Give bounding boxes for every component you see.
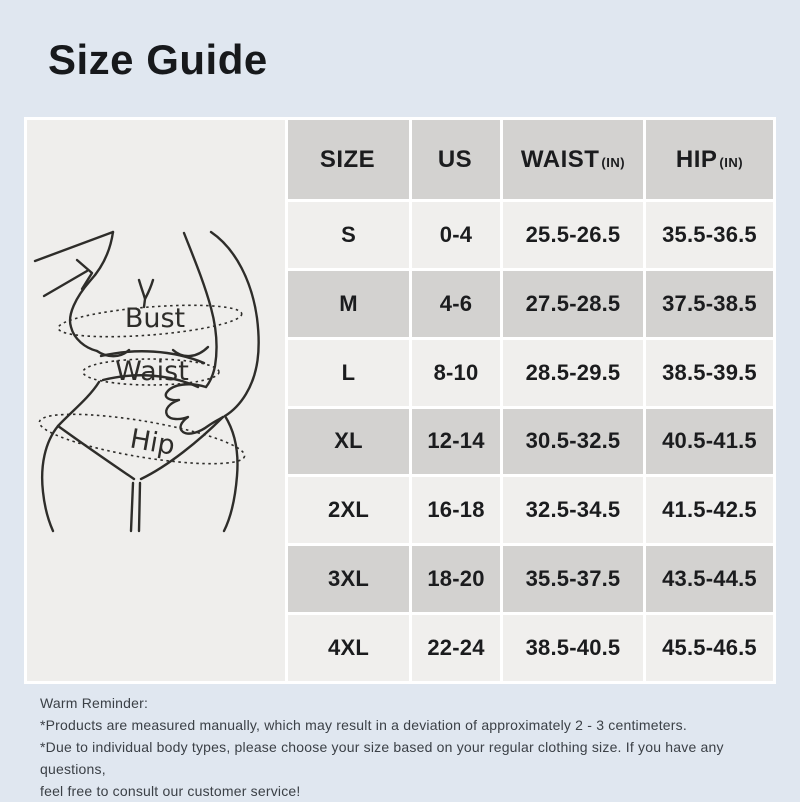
reminder-line: feel free to consult our customer service! (40, 783, 301, 799)
page-title: Size Guide (48, 36, 268, 83)
us-cell: 4-6 (412, 271, 500, 337)
us-cell: 18-20 (412, 546, 500, 612)
right-leg-outline (224, 416, 238, 531)
hip-label: Hip (127, 423, 178, 462)
waist-cell: 35.5-37.5 (503, 546, 643, 612)
right-inner-arm (184, 233, 217, 387)
size-cell: S (288, 202, 409, 268)
reminder-line: *Due to individual body types, please choose your size based on your regular clothing size. If you have any questions, (40, 739, 724, 777)
us-cell: 8-10 (412, 340, 500, 406)
hip-cell: 38.5-39.5 (646, 340, 773, 406)
size-cell: 4XL (288, 615, 409, 681)
size-cell: XL (288, 409, 409, 475)
left-hip-leg-outline (42, 382, 99, 531)
body-figure-drawing (27, 120, 285, 681)
reminder-title: Warm Reminder: (40, 695, 149, 711)
waist-cell: 25.5-26.5 (503, 202, 643, 268)
waist-cell: 27.5-28.5 (503, 271, 643, 337)
left-torso-outline (70, 232, 113, 351)
inner-thigh-line-left (131, 483, 133, 531)
size-cell: L (288, 340, 409, 406)
left-arm-line (35, 232, 113, 261)
column-header-us: US (412, 120, 500, 199)
panty-line-left (58, 426, 134, 479)
waist-label: Waist (115, 356, 189, 387)
column-header-hip: HIP (IN) (646, 120, 773, 199)
inner-thigh-line-right (139, 483, 140, 531)
reminder-line: *Products are measured manually, which may result in a deviation of approximately 2 - 3 centimeters. (40, 717, 687, 733)
hip-cell: 41.5-42.5 (646, 477, 773, 543)
us-cell: 16-18 (412, 477, 500, 543)
size-cell: 2XL (288, 477, 409, 543)
column-header-size: SIZE (288, 120, 409, 199)
hip-cell: 35.5-36.5 (646, 202, 773, 268)
warm-reminder (40, 692, 770, 802)
right-outer-arm (211, 232, 259, 416)
bust-label: Bust (124, 303, 186, 334)
hip-cell: 40.5-41.5 (646, 409, 773, 475)
us-cell: 12-14 (412, 409, 500, 475)
body-measurement-illustration (27, 120, 285, 681)
hip-cell: 37.5-38.5 (646, 271, 773, 337)
size-cell: 3XL (288, 546, 409, 612)
waist-cell: 30.5-32.5 (503, 409, 643, 475)
us-cell: 0-4 (412, 202, 500, 268)
hip-cell: 45.5-46.5 (646, 615, 773, 681)
waist-cell: 28.5-29.5 (503, 340, 643, 406)
hip-cell: 43.5-44.5 (646, 546, 773, 612)
column-header-waist: WAIST (IN) (503, 120, 643, 199)
size-guide-panel (24, 117, 776, 684)
size-cell: M (288, 271, 409, 337)
waist-cell: 38.5-40.5 (503, 615, 643, 681)
us-cell: 22-24 (412, 615, 500, 681)
waist-cell: 32.5-34.5 (503, 477, 643, 543)
size-table (288, 120, 773, 681)
